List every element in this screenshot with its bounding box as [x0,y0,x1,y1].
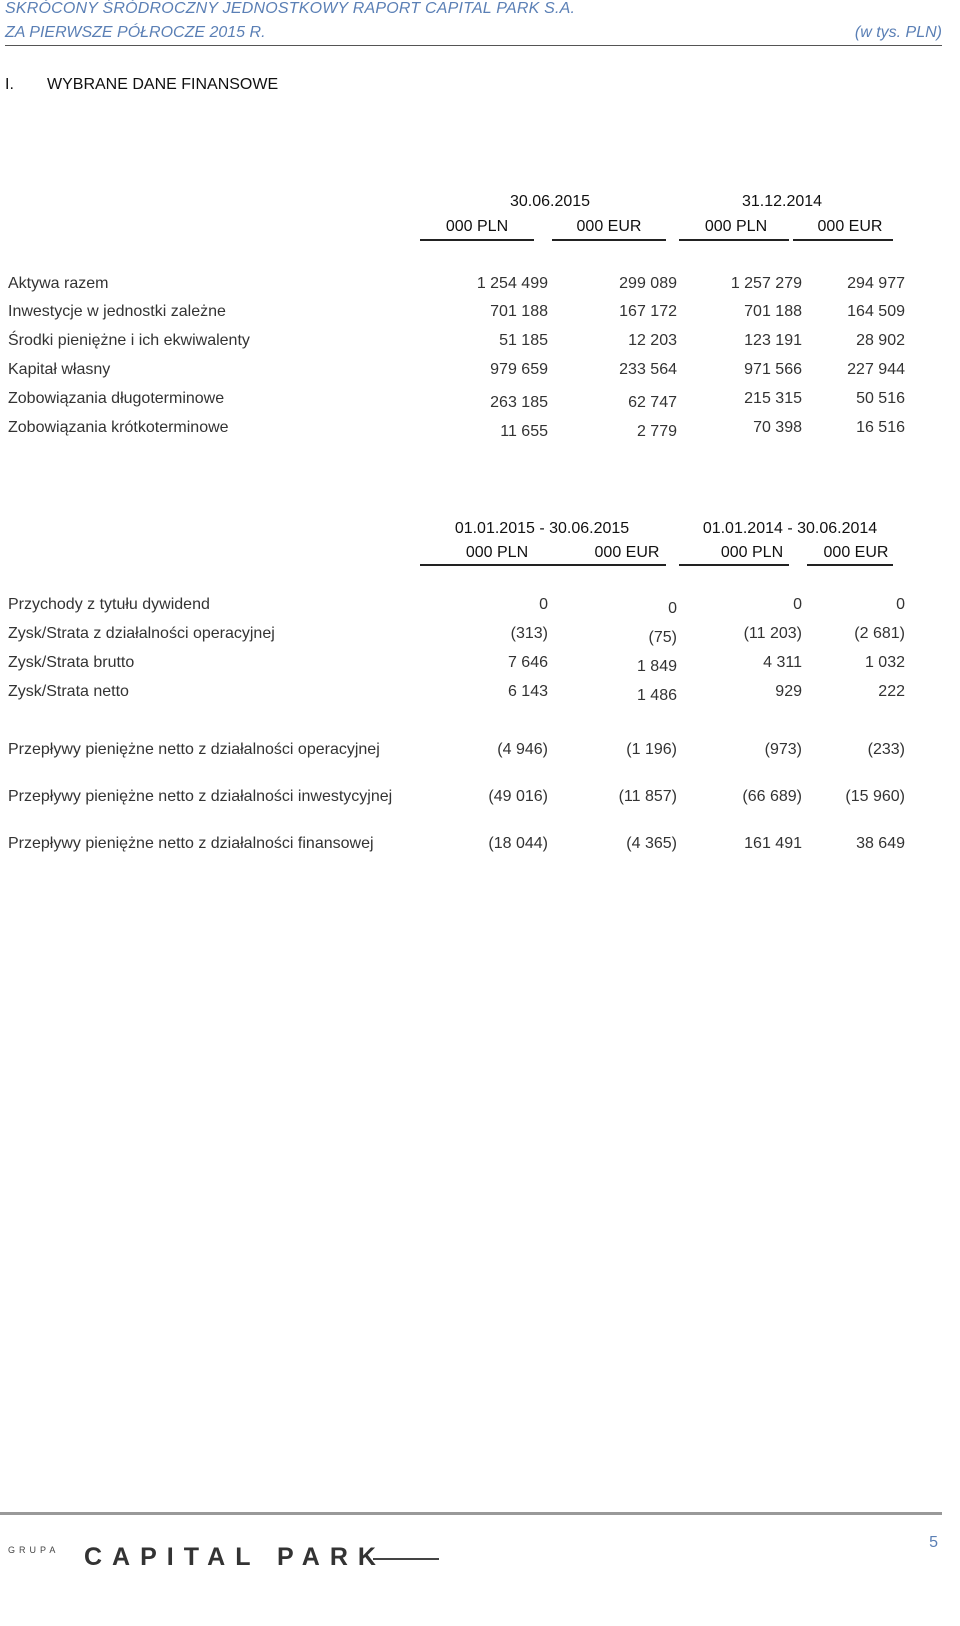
table-row [0,654,960,676]
value-pln-prior: (66 689) [742,788,802,805]
report-period: ZA PIERWSZE PÓŁROCZE 2015 R. [5,24,266,41]
value-eur-prior: 1 032 [864,654,905,671]
income-col-pln-2: 000 PLN [720,544,784,561]
balance-col-pln-1: 000 PLN [445,218,509,235]
page-number: 5 [929,1534,938,1551]
value-eur-prior: 50 516 [856,390,905,407]
balance-header-rule-3 [679,239,789,241]
company-logo-small-text: GRUPA [8,1545,60,1555]
income-header-rule-2 [679,564,789,566]
row-label: Zobowiązania krótkoterminowe [8,419,229,436]
value-pln-current: 979 659 [490,361,548,378]
section-title: WYBRANE DANE FINANSOWE [47,76,279,93]
value-pln-current: 6 143 [507,683,548,700]
value-eur-prior: 222 [878,683,905,700]
balance-period-2: 31.12.2014 [741,193,823,210]
table-row [0,361,960,383]
income-header-rule-1 [420,564,666,566]
value-pln-prior: 0 [793,596,802,613]
value-pln-prior: 701 188 [744,303,802,320]
row-label: Przepływy pieniężne netto z działalności finansowej [8,835,374,852]
company-logo: CAPITAL PARK [84,1543,386,1571]
value-pln-current: (4 946) [497,741,548,758]
value-pln-prior: 215 315 [744,390,802,407]
value-pln-current: (49 016) [488,788,548,805]
value-eur-prior: (233) [867,741,905,758]
value-eur-current: 0 [668,600,677,617]
balance-col-eur-2: 000 EUR [817,218,883,235]
report-title: SKRÓCONY ŚRÓDROCZNY JEDNOSTKOWY RAPORT CAPITAL PARK S.A. [5,0,576,17]
value-pln-prior: 971 566 [744,361,802,378]
row-label: Kapitał własny [8,361,111,378]
value-pln-current: 263 185 [490,394,548,411]
value-eur-prior: 164 509 [847,303,905,320]
row-label: Przepływy pieniężne netto z działalności inwestycyjnej [8,788,393,805]
table-row [0,419,960,441]
value-pln-current: 701 188 [490,303,548,320]
row-label: Zysk/Strata netto [8,683,129,700]
value-eur-current: (1 196) [626,741,677,758]
value-pln-prior: (973) [764,741,802,758]
income-col-eur-1: 000 EUR [594,544,660,561]
value-eur-current: 12 203 [628,332,677,349]
table-row [0,390,960,412]
balance-col-pln-2: 000 PLN [704,218,768,235]
row-label: Zysk/Strata brutto [8,654,135,671]
value-eur-prior: 227 944 [847,361,905,378]
balance-header-rule-1 [420,239,534,241]
value-eur-prior: 16 516 [856,419,905,436]
header-divider [5,45,942,46]
income-period-2: 01.01.2014 - 30.06.2014 [702,520,878,537]
row-label: Zobowiązania długoterminowe [8,390,225,407]
row-label: Przychody z tytułu dywidend [8,596,210,613]
table-row [0,596,960,618]
value-eur-current: (11 857) [618,788,677,805]
value-pln-current: 51 185 [499,332,548,349]
row-label: Przepływy pieniężne netto z działalności operacyjnej [8,741,380,758]
value-pln-current: (313) [510,625,548,642]
value-pln-prior: 123 191 [744,332,802,349]
value-eur-prior: 0 [896,596,905,613]
row-label: Zysk/Strata z działalności operacyjnej [8,625,275,642]
balance-header-rule-4 [793,239,893,241]
value-pln-prior: 929 [775,683,802,700]
section-heading [5,76,278,94]
balance-period-1: 30.06.2015 [509,193,591,210]
logo-underline [373,1558,439,1560]
balance-header-rule-2 [552,239,666,241]
balance-col-eur-1: 000 EUR [576,218,642,235]
value-pln-prior: 1 257 279 [730,275,802,292]
value-pln-prior: 70 398 [753,419,802,436]
report-unit: (w tys. PLN) [854,24,942,41]
row-label: Inwestycje w jednostki zależne [8,303,226,320]
value-eur-current: 2 779 [636,423,677,440]
value-pln-current: 0 [539,596,548,613]
income-col-pln-1: 000 PLN [465,544,529,561]
value-eur-current: 1 486 [636,687,677,704]
value-eur-current: 299 089 [619,275,677,292]
value-pln-prior: 4 311 [763,654,802,671]
income-header-rule-3 [807,564,893,566]
row-label: Aktywa razem [8,275,109,292]
table-row [0,332,960,354]
row-label: Środki pieniężne i ich ekwiwalenty [8,332,250,349]
table-row [0,275,960,297]
value-eur-current: (75) [648,629,677,646]
value-eur-current: 233 564 [619,361,677,378]
value-pln-prior: 161 491 [744,835,802,852]
table-row [0,788,960,810]
value-pln-prior: (11 203) [743,625,802,642]
table-row [0,303,960,325]
value-pln-current: (18 044) [488,835,548,852]
footer-divider [0,1512,942,1515]
value-eur-current: 1 849 [636,658,677,675]
income-period-1: 01.01.2015 - 30.06.2015 [454,520,630,537]
value-eur-prior: (15 960) [845,788,905,805]
value-eur-current: 167 172 [619,303,677,320]
value-eur-current: (4 365) [626,835,677,852]
table-row [0,741,960,763]
value-eur-prior: 294 977 [847,275,905,292]
value-pln-current: 7 646 [507,654,548,671]
table-row [0,835,960,857]
value-pln-current: 1 254 499 [476,275,548,292]
value-pln-current: 11 655 [500,423,548,440]
value-eur-current: 62 747 [628,394,677,411]
income-col-eur-2: 000 EUR [823,544,889,561]
table-row [0,683,960,705]
value-eur-prior: (2 681) [854,625,905,642]
value-eur-prior: 28 902 [856,332,905,349]
table-row [0,625,960,647]
section-number: I. [5,76,14,93]
value-eur-prior: 38 649 [856,835,905,852]
